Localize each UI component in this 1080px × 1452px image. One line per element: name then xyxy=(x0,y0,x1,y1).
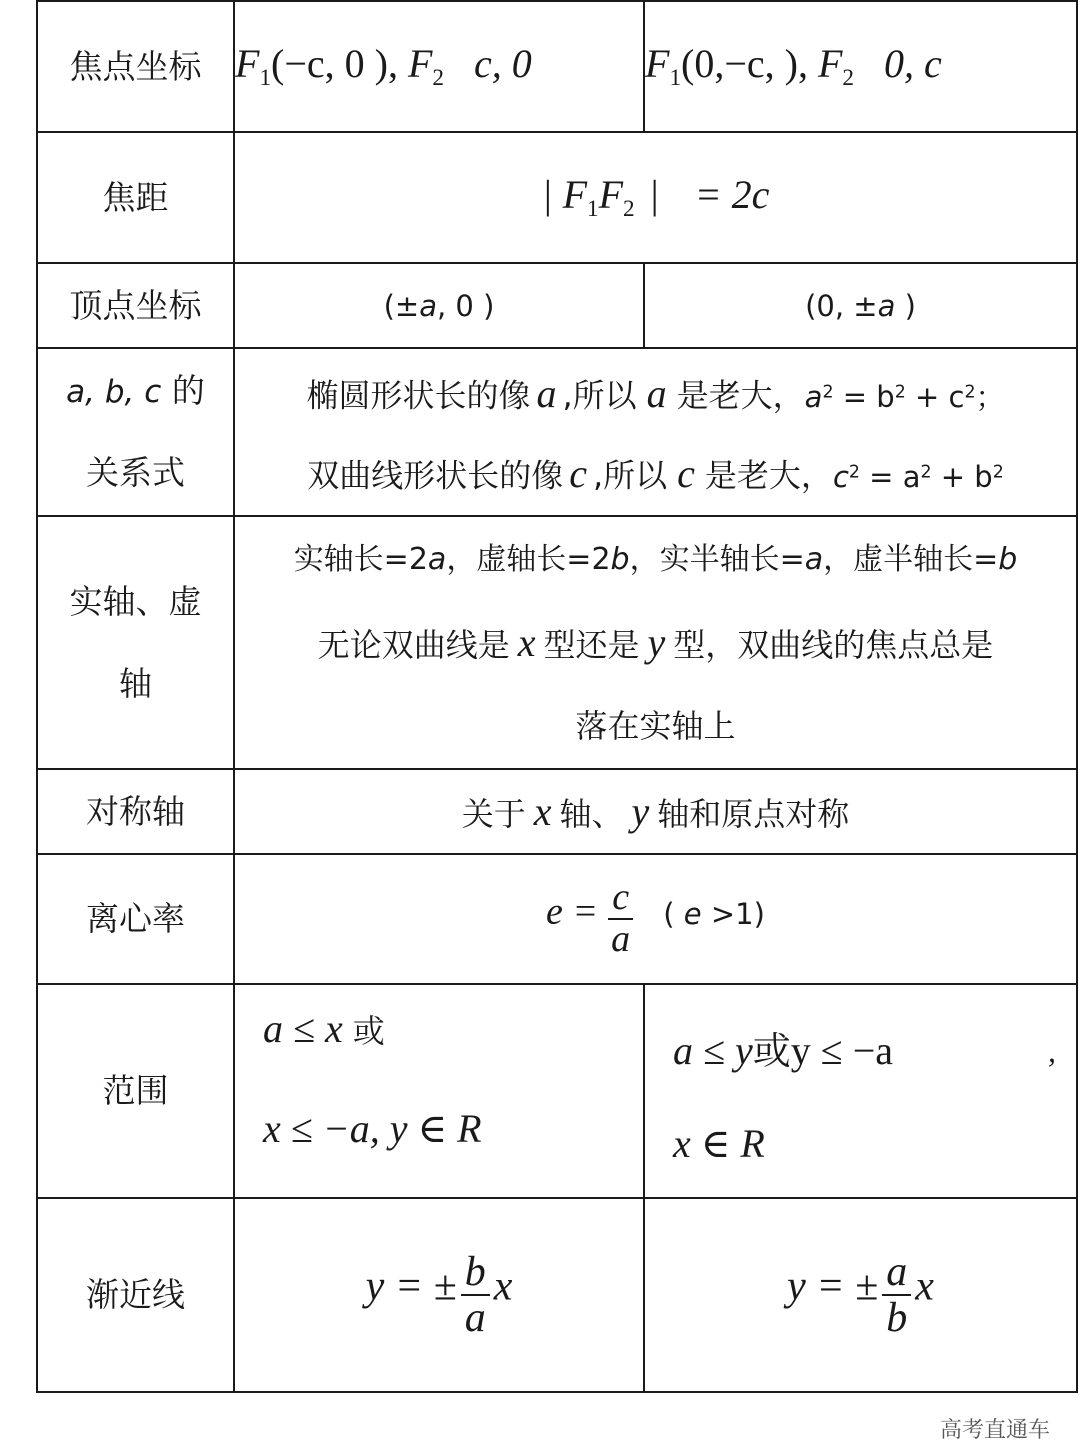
row-label-range: 范围 xyxy=(37,984,234,1198)
table-row-relation xyxy=(37,348,1077,516)
hyperbola-properties-table xyxy=(36,0,1078,1393)
relation-ellipse-line: 椭圆形状长的像 a ,所以 a 是老大，$a^2 = b^2 + c^2$； xyxy=(306,370,1005,416)
row-label-relation: a, b, c 的 关系式 xyxy=(37,348,234,516)
row-label-vertices: 顶点坐标 xyxy=(37,263,234,348)
vertices-x-type: (±a, 0 ) xyxy=(234,263,644,348)
range-x-type: a ≤ x 或 x ≤ −a, y ∈ R xyxy=(234,984,644,1198)
table-row-vertices xyxy=(37,263,1077,348)
table-row-symmetry xyxy=(37,769,1077,854)
row-label-foci: 焦点坐标 xyxy=(37,1,234,132)
table-row-foci xyxy=(37,1,1077,132)
table-row-range xyxy=(37,984,1077,1198)
table-row-focal-distance xyxy=(37,132,1077,263)
asymptote-y-type: y = ± $\frac{a}{b}$ x xyxy=(644,1198,1077,1392)
eccentricity-formula: e = $\frac{c}{a}$ ( e >1) xyxy=(234,854,1077,984)
table-row-axes xyxy=(37,516,1077,769)
axes-focus-note-end: 落在实轴上 xyxy=(575,706,736,745)
relation-content xyxy=(234,348,1077,516)
vertices-y-type: (0, ±a ) xyxy=(644,263,1077,348)
axes-focus-note-line: 无论双曲线是 x 型还是 y 型，双曲线的焦点总是 xyxy=(317,619,994,665)
table-row-eccentricity xyxy=(37,854,1077,984)
row-label-axes: 实轴、虚 轴 xyxy=(37,516,234,769)
asymptote-x-type: y = ± $\frac{b}{a}$ x xyxy=(234,1198,644,1392)
row-label-symmetry: 对称轴 xyxy=(37,769,234,854)
foci-y-type: $F_1(0,-c$, ), $F_2$ 0, c xyxy=(644,1,1077,132)
row-label-focal-distance: 焦距 xyxy=(37,132,234,263)
foci-x-type: $F_1(-c$, 0 ), $F_2$ c, 0 xyxy=(234,1,644,132)
symmetry-content: 关于 x 轴、 y 轴和原点对称 xyxy=(234,769,1077,854)
table-row-asymptotes xyxy=(37,1198,1077,1392)
axes-lengths-line: 实轴长=2a，虚轴长=2b，实半轴长=a，虚半轴长=b xyxy=(293,541,1018,577)
row-label-eccentricity: 离心率 xyxy=(37,854,234,984)
row-label-asymptotes: 渐近线 xyxy=(37,1198,234,1392)
watermark: 高考直通车 xyxy=(939,1418,1050,1443)
relation-hyperbola-line: 双曲线形状长的像 c ,所以 c 是老大，$c^2 = a^2 + b^2$ xyxy=(307,450,1004,496)
focal-distance-formula: | $F_1F_2$ | = 2c xyxy=(234,132,1077,263)
axes-content xyxy=(234,516,1077,769)
range-y-type: a ≤ y或y ≤ −a , x ∈ R xyxy=(644,984,1077,1198)
